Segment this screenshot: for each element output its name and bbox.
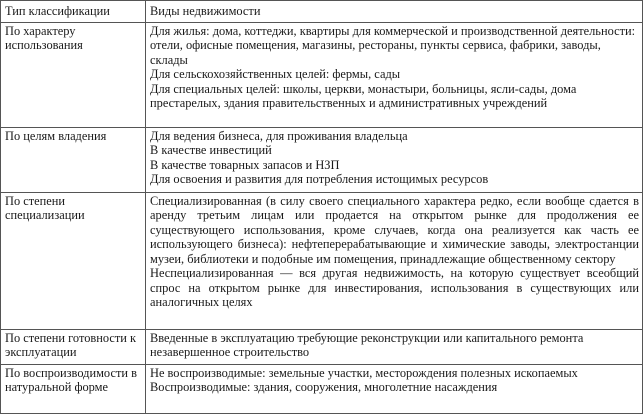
real-estate-kinds-cell bbox=[146, 329, 643, 364]
kind-line: Для жилья: дома, коттеджи, квартиры для коммерческой и производственной деятельности: отели, офисные помещения, магазины, рестораны, пункты сервиса, фабрики, заводы, склады bbox=[150, 23, 639, 67]
real-estate-kinds-cell bbox=[146, 127, 643, 192]
kind-line: Для специальных целей: школы, церкви, монастыри, больницы, ясли-сады, дома престарелых, здания правительственных и административных учреждений bbox=[150, 81, 580, 110]
kind-line: В качестве инвестиций bbox=[150, 143, 272, 157]
table-row bbox=[1, 192, 643, 329]
column-header-classification-type: Тип классификации bbox=[1, 1, 146, 23]
table-header-row bbox=[1, 1, 643, 23]
kind-line: Для ведения бизнеса, для проживания владельца bbox=[150, 128, 408, 143]
real-estate-kinds-cell bbox=[146, 192, 643, 329]
classification-type-cell: По характеру использования bbox=[1, 22, 146, 127]
classification-type-cell: По целям владения bbox=[1, 127, 146, 192]
kind-line: Неспециализированная — вся другая недвижимость, на которую существует всеобщий спрос на открытом рынке для инвестирования, использования в существующих или аналогичных целях bbox=[150, 266, 643, 309]
classification-type-cell: По степени готовности к эксплуатации bbox=[1, 329, 146, 364]
kind-line: Воспроизводимые: здания, сооружения, многолетние насаждения bbox=[150, 380, 498, 394]
real-estate-kinds-cell bbox=[146, 22, 643, 127]
real-estate-kinds-cell bbox=[146, 364, 643, 413]
kind-line: Для сельскохозяйственных целей: фермы, сады bbox=[150, 67, 401, 81]
kind-line: В качестве товарных запасов и НЗП bbox=[150, 157, 340, 172]
kind-line: Введенные в эксплуатацию требующие реконструкции или капитального ремонта незавершенное строительство bbox=[150, 330, 587, 359]
classification-type-cell: По степени специализации bbox=[1, 192, 146, 329]
kind-line: Для освоения и развития для потребления истощимых ресурсов bbox=[150, 172, 489, 186]
table-row bbox=[1, 329, 643, 364]
column-header-real-estate-kinds: Виды недвижимости bbox=[146, 1, 643, 23]
kind-line: Специализированная (в силу своего специального характера редко, если вообще сдается в аренду третьим лицам или продается на открытом рынке для продолжения ее существующего использования, кроме случаев, когда она реализуется как часть ее использующего бизнеса): нефтеперерабатывающие и химические заводы, электростанции музеи, библиотеки и подобные им помещения, принадлежащие общественному сектору bbox=[150, 193, 643, 266]
kind-line: Не воспроизводимые: земельные участки, месторождения полезных ископаемых bbox=[150, 365, 578, 380]
table-row bbox=[1, 364, 643, 413]
table-row bbox=[1, 22, 643, 127]
classification-type-cell: По воспроизводимости в натуральной форме bbox=[1, 364, 146, 413]
table-row bbox=[1, 127, 643, 192]
